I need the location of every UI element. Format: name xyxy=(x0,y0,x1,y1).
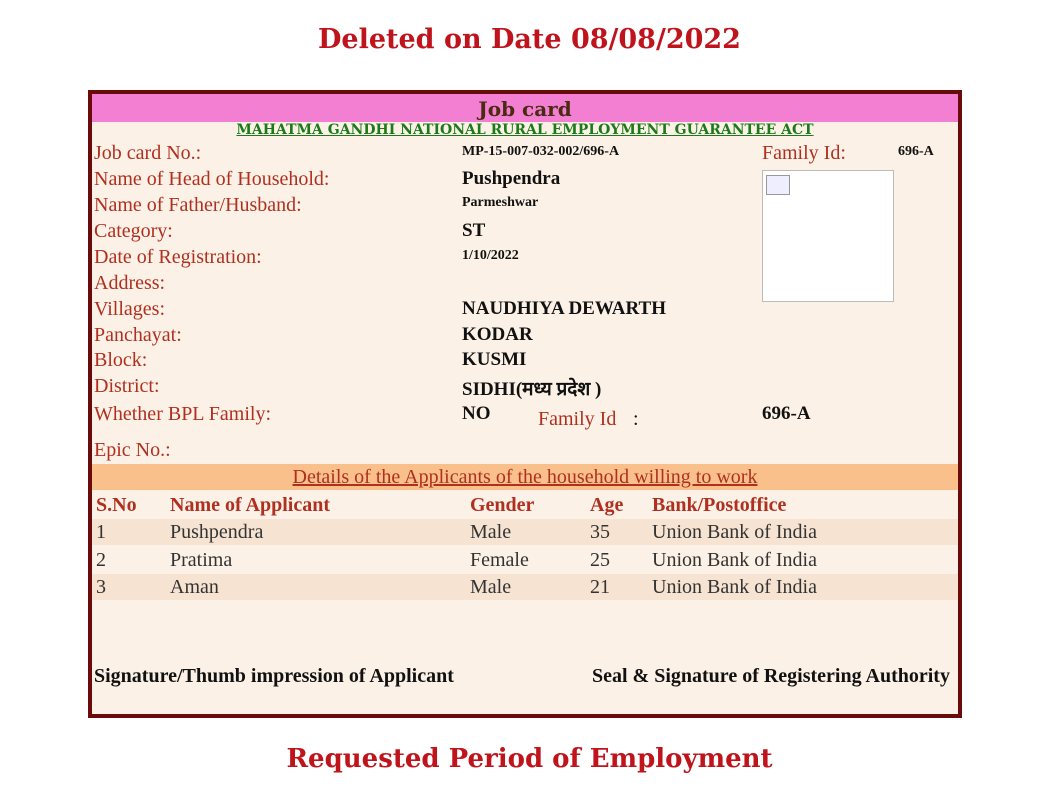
cell-name: Aman xyxy=(170,576,219,598)
father-label: Name of Father/Husband: xyxy=(94,194,302,216)
authority-signature-label: Seal & Signature of Registering Authority xyxy=(592,665,950,687)
cell-age: 35 xyxy=(590,521,610,543)
epic-label: Epic No.: xyxy=(94,439,171,461)
cell-name: Pratima xyxy=(170,549,233,571)
deleted-notice: Deleted on Date 08/08/2022 xyxy=(318,24,741,55)
category-value: ST xyxy=(462,220,486,241)
bpl-label: Whether BPL Family: xyxy=(94,403,272,425)
family-id-value: 696-A xyxy=(898,144,934,159)
panchayat-label: Panchayat: xyxy=(94,324,182,346)
col-header-age: Age xyxy=(590,494,624,516)
address-label: Address: xyxy=(94,272,166,294)
card-title: Job card xyxy=(92,94,958,122)
category-label: Category: xyxy=(94,220,173,242)
villages-label: Villages: xyxy=(94,298,166,320)
job-card-no-label: Job card No.: xyxy=(94,142,202,164)
cell-sno: 1 xyxy=(96,521,106,543)
cell-bank: Union Bank of India xyxy=(652,576,817,598)
act-title: MAHATMA GANDHI NATIONAL RURAL EMPLOYMENT GUARANTEE ACT xyxy=(236,122,814,138)
cell-age: 25 xyxy=(590,549,610,571)
table-row xyxy=(92,574,958,600)
villages-value: NAUDHIYA DEWARTH xyxy=(462,298,666,319)
head-value: Pushpendra xyxy=(462,168,561,189)
cell-bank: Union Bank of India xyxy=(652,521,817,543)
table-row xyxy=(92,519,958,545)
col-header-gender: Gender xyxy=(470,494,535,516)
applicants-section-title: Details of the Applicants of the household willing to work xyxy=(92,464,958,490)
applicant-signature-label: Signature/Thumb impression of Applicant xyxy=(94,665,454,687)
table-row xyxy=(92,547,958,573)
registration-value: 1/10/2022 xyxy=(462,248,519,263)
job-card xyxy=(88,90,962,718)
broken-image-icon xyxy=(766,175,790,195)
job-card-no-value: MP-15-007-032-002/696-A xyxy=(462,144,620,159)
panchayat-value: KODAR xyxy=(462,324,533,345)
photo-placeholder xyxy=(762,170,894,302)
cell-bank: Union Bank of India xyxy=(652,549,817,571)
bpl-value: NO xyxy=(462,403,491,424)
family-id-label: Family Id: xyxy=(762,142,846,164)
cell-sno: 2 xyxy=(96,549,106,571)
district-label: District: xyxy=(94,375,160,397)
cell-name: Pushpendra xyxy=(170,521,264,543)
father-value: Parmeshwar xyxy=(462,195,539,210)
head-label: Name of Head of Household: xyxy=(94,168,330,190)
col-header-bank: Bank/Postoffice xyxy=(652,494,787,516)
col-header-name: Name of Applicant xyxy=(170,494,330,516)
cell-gender: Male xyxy=(470,521,512,543)
family-id-2-label: Family Id xyxy=(538,408,617,430)
cell-age: 21 xyxy=(590,576,610,598)
block-value: KUSMI xyxy=(462,349,527,370)
family-id-2-value: 696-A xyxy=(762,403,811,424)
cell-gender: Female xyxy=(470,549,529,571)
cell-sno: 3 xyxy=(96,576,106,598)
requested-period-title: Requested Period of Employment xyxy=(286,744,773,774)
district-value: SIDHI(मध्य प्रदेश ) xyxy=(462,379,602,400)
cell-gender: Male xyxy=(470,576,512,598)
block-label: Block: xyxy=(94,349,148,371)
col-header-sno: S.No xyxy=(96,494,137,516)
registration-label: Date of Registration: xyxy=(94,246,262,268)
family-id-2-colon: : xyxy=(633,408,639,430)
